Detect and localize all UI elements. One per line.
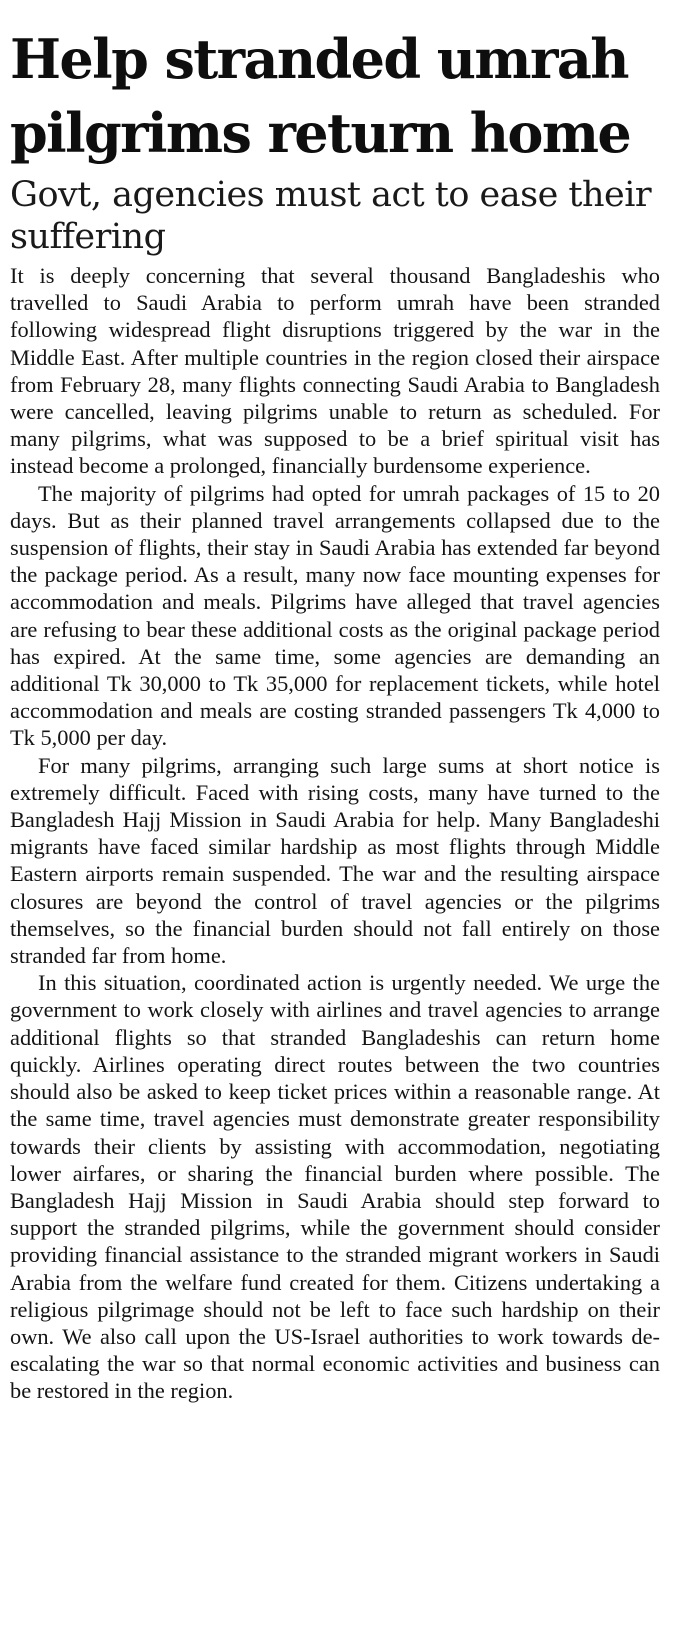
article-body	[10, 262, 660, 1405]
editorial-article	[10, 0, 660, 1405]
paragraph-4: In this situation, coordinated action is urgently needed. We urge the government to work closely with airlines and travel agencies to arrange additional flights so that stranded Bangladeshis can return home quickly. Airlines operating direct routes between the two countries should also be asked to keep ticket prices within a reasonable range. At the same time, travel agencies must demonstrate greater responsibility towards their clients by assisting with accommodation, negotiating lower airfares, or sharing the financial burden where possible. The Bangladesh Hajj Mission in Saudi Arabia should step forward to support the stranded pilgrims, while the government should consider providing financial assistance to the stranded migrant workers in Saudi Arabia from the welfare fund created for them. Citizens undertaking a religious pilgrimage should not be left to face such hardship on their own. We also call upon the US-Israel authorities to work towards de-escalating the war so that normal economic activities and business can be restored in the region.	[10, 970, 660, 1404]
paragraph-3: For many pilgrims, arranging such large sums at short notice is extremely difficult. Faced with rising costs, many have turned to the Bangladesh Hajj Mission in Saudi Arabia for help. Many Bangladeshi migrants have faced similar hardship as most flights through Middle Eastern airports remain suspended. The war and the resulting airspace closures are beyond the control of travel agencies or the pilgrims themselves, so the financial burden should not fall entirely on those stranded far from home.	[10, 752, 660, 969]
paragraph-2: The majority of pilgrims had opted for umrah packages of 15 to 20 days. But as their planned travel arrangements collapsed due to the suspension of flights, their stay in Saudi Arabia has extended far beyond the package period. As a result, many now face mounting expenses for accommodation and meals. Pilgrims have alleged that travel agencies are refusing to bear these additional costs as the original package period has expired. At the same time, some agencies are demanding an additional Tk 30,000 to Tk 35,000 for replacement tickets, while hotel accommodation and meals are costing stranded passengers Tk 4,000 to Tk 5,000 per day.	[10, 480, 660, 751]
paragraph-1: It is deeply concerning that several thousand Bangladeshis who travelled to Saudi Arabia to perform umrah have been stranded following widespread flight disruptions triggered by the war in the Middle East. After multiple countries in the region closed their airspace from February 28, many flights connecting Saudi Arabia to Bangladesh were cancelled, leaving pilgrims unable to return as scheduled. For many pilgrims, what was supposed to be a brief spiritual visit has instead become a prolonged, financially burdensome experience.	[10, 263, 660, 479]
headline: Help stranded umrah pilgrims return home	[10, 27, 631, 165]
subheadline: Govt, agencies must act to ease their suffering	[10, 175, 652, 257]
